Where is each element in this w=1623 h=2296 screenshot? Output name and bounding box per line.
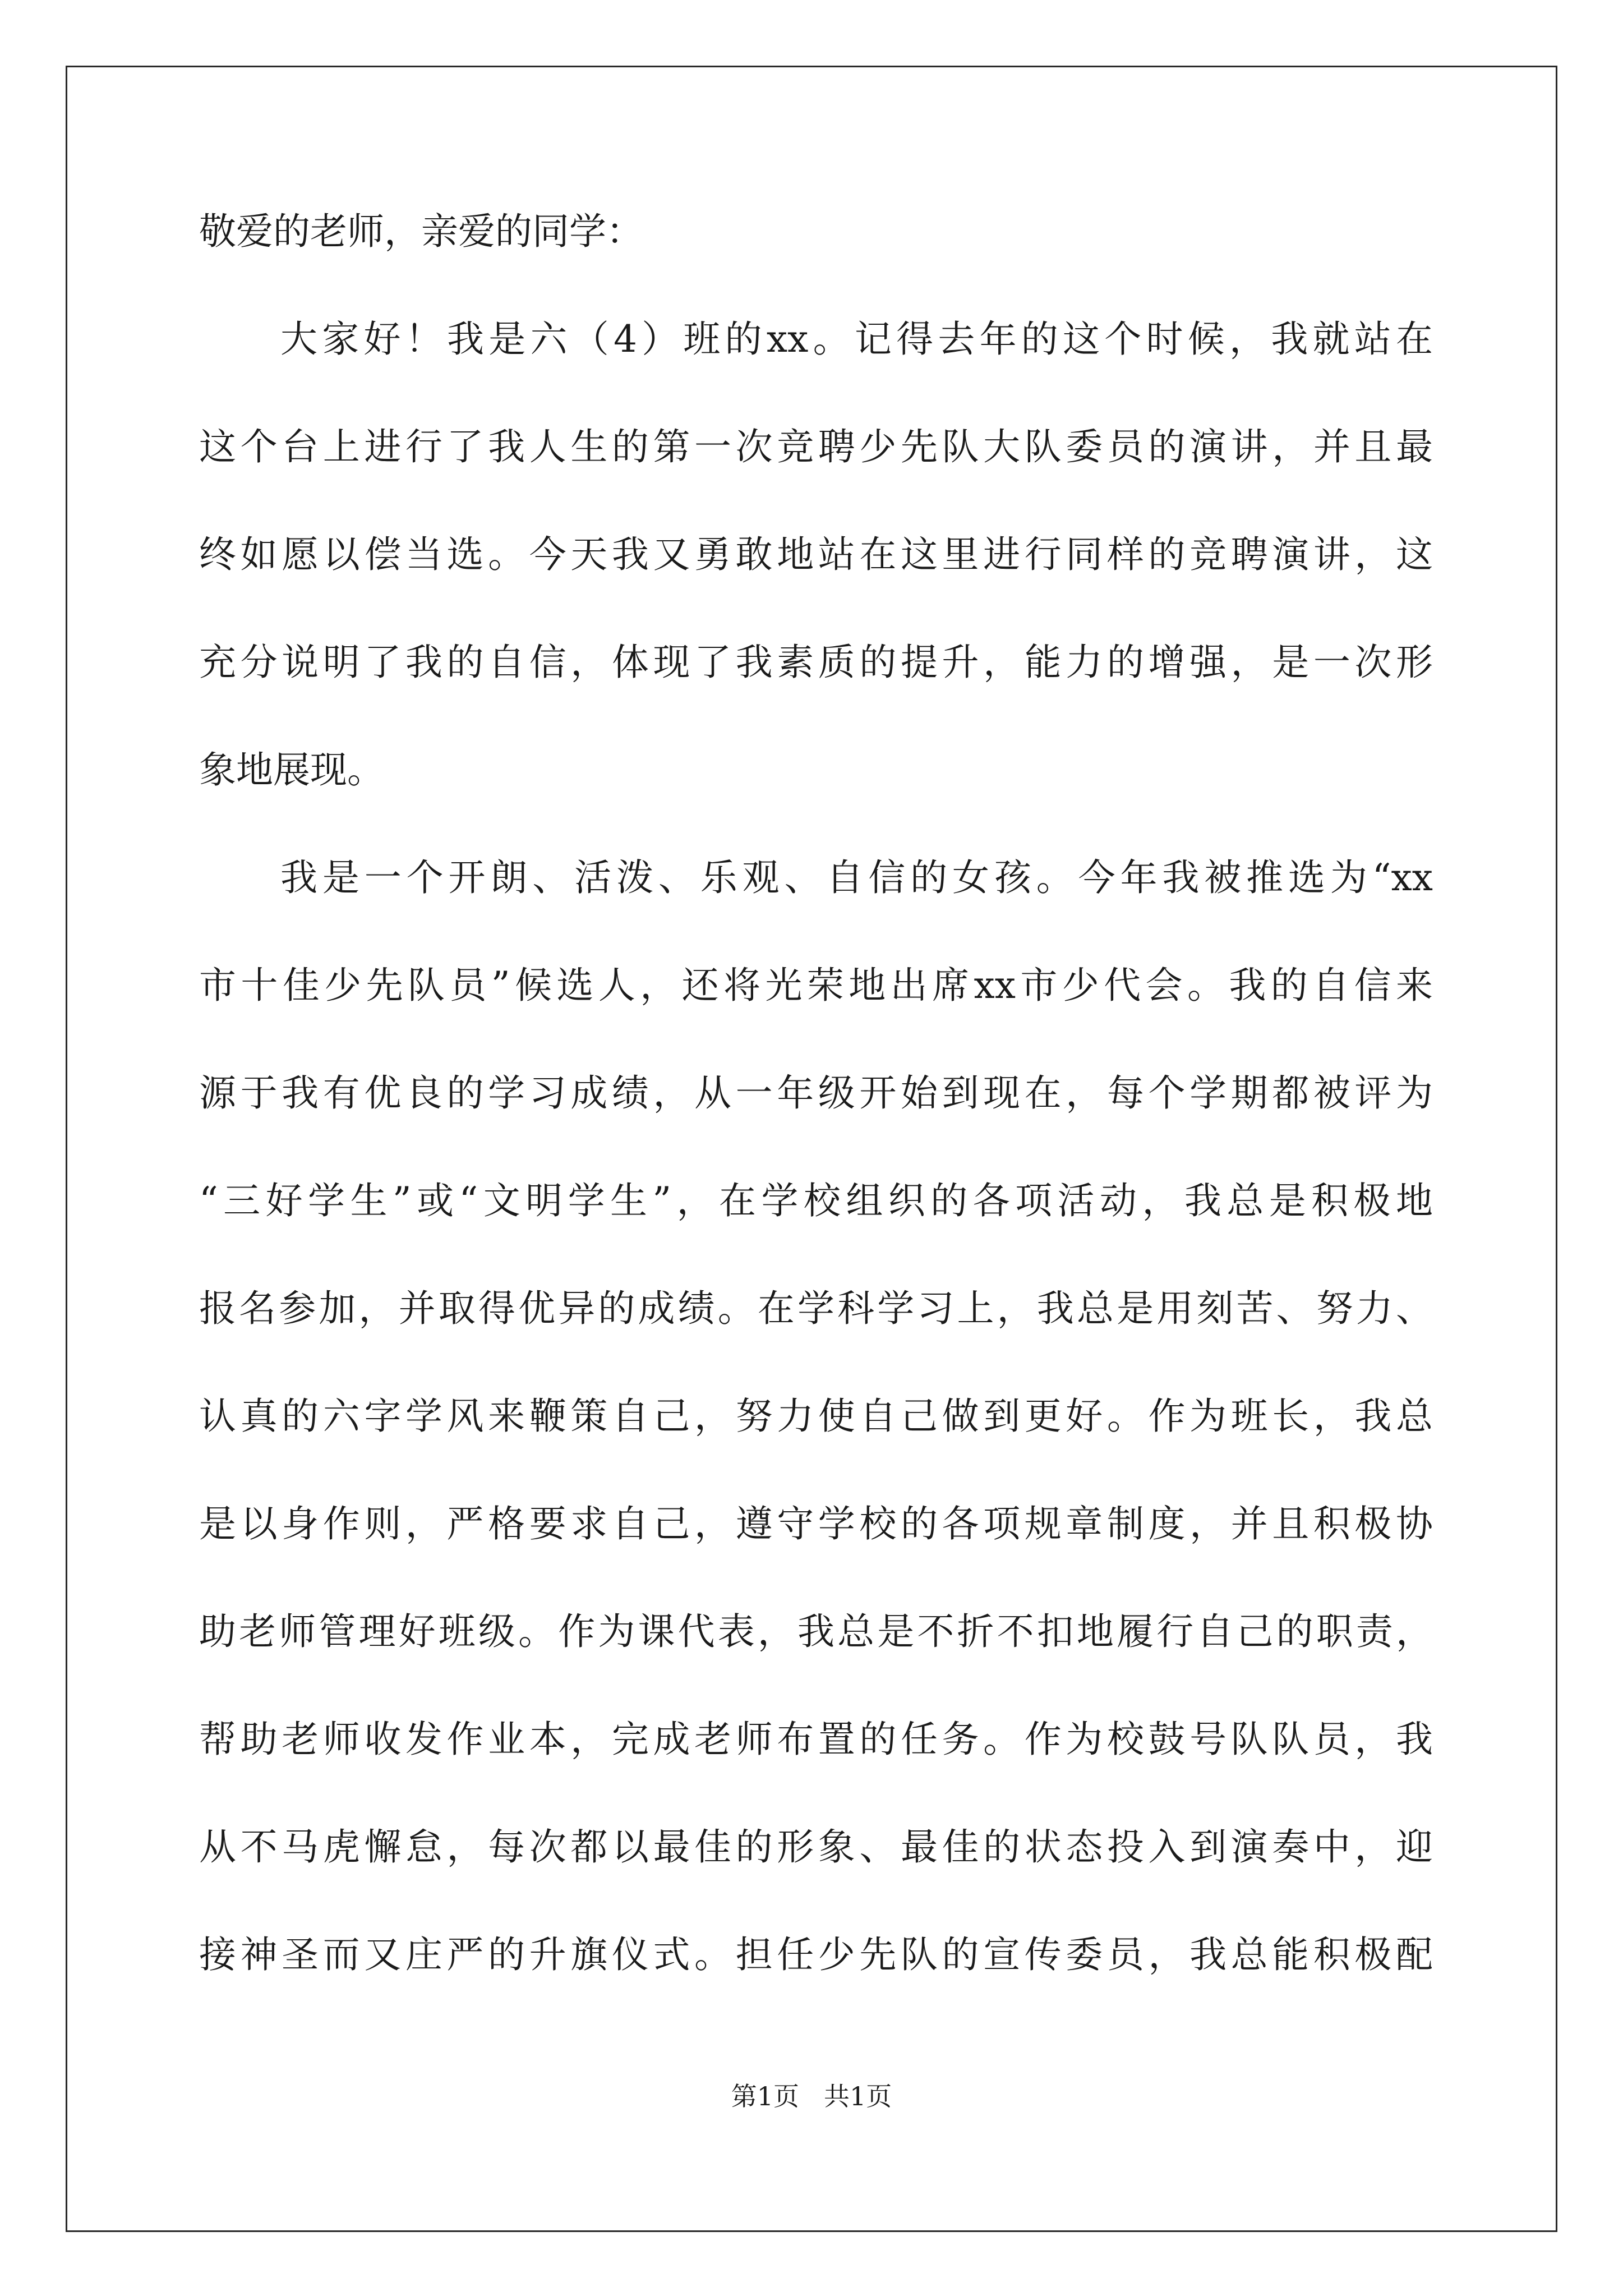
text-line: 敬爱的老师，亲爱的同学： (199, 210, 643, 253)
document-body (199, 210, 1433, 2044)
text-line: 接神圣而又庄严的升旗仪式。担任少先队的宣传委员，我总能积极配 (199, 1933, 1433, 1976)
text-line: 这个台上进行了我人生的第一次竞聘少先队大队委员的演讲，并且最 (199, 425, 1433, 468)
page-footer (0, 2082, 1623, 2110)
text-line: 是以身作则，严格要求自己，遵守学校的各项规章制度，并且积极协 (199, 1502, 1433, 1545)
text-line: 帮助老师收发作业本，完成老师布置的任务。作为校鼓号队队员，我 (199, 1718, 1433, 1761)
text-line: 大家好！我是六（4）班的xx。记得去年的这个时候，我就站在 (280, 318, 1433, 361)
text-line: 终如愿以偿当选。今天我又勇敢地站在这里进行同样的竞聘演讲，这 (199, 533, 1433, 576)
text-line: 市十佳少先队员”候选人，还将光荣地出席xx市少代会。我的自信来 (199, 964, 1433, 1007)
text-line: 我是一个开朗、活泼、乐观、自信的女孩。今年我被推选为“xx (280, 856, 1433, 899)
text-line: 源于我有优良的学习成绩，从一年级开始到现在，每个学期都被评为 (199, 1071, 1433, 1115)
text-line: 报名参加，并取得优异的成绩。在学科学习上，我总是用刻苦、努力、 (199, 1287, 1433, 1330)
text-line: 象地展现。 (199, 748, 384, 792)
page-number: 第1页 (731, 2081, 800, 2111)
text-line: 认真的六字学风来鞭策自己，努力使自己做到更好。作为班长，我总 (199, 1395, 1433, 1438)
text-line: 从不马虎懈怠，每次都以最佳的形象、最佳的状态投入到演奏中，迎 (199, 1825, 1433, 1869)
text-line: 助老师管理好班级。作为课代表，我总是不折不扣地履行自己的职责， (199, 1610, 1433, 1653)
text-line: 充分说明了我的自信，体现了我素质的提升，能力的增强，是一次形 (199, 641, 1433, 684)
page-total: 共1页 (823, 2081, 892, 2111)
text-line: “三好学生”或“文明学生”，在学校组织的各项活动，我总是积极地 (199, 1179, 1433, 1222)
